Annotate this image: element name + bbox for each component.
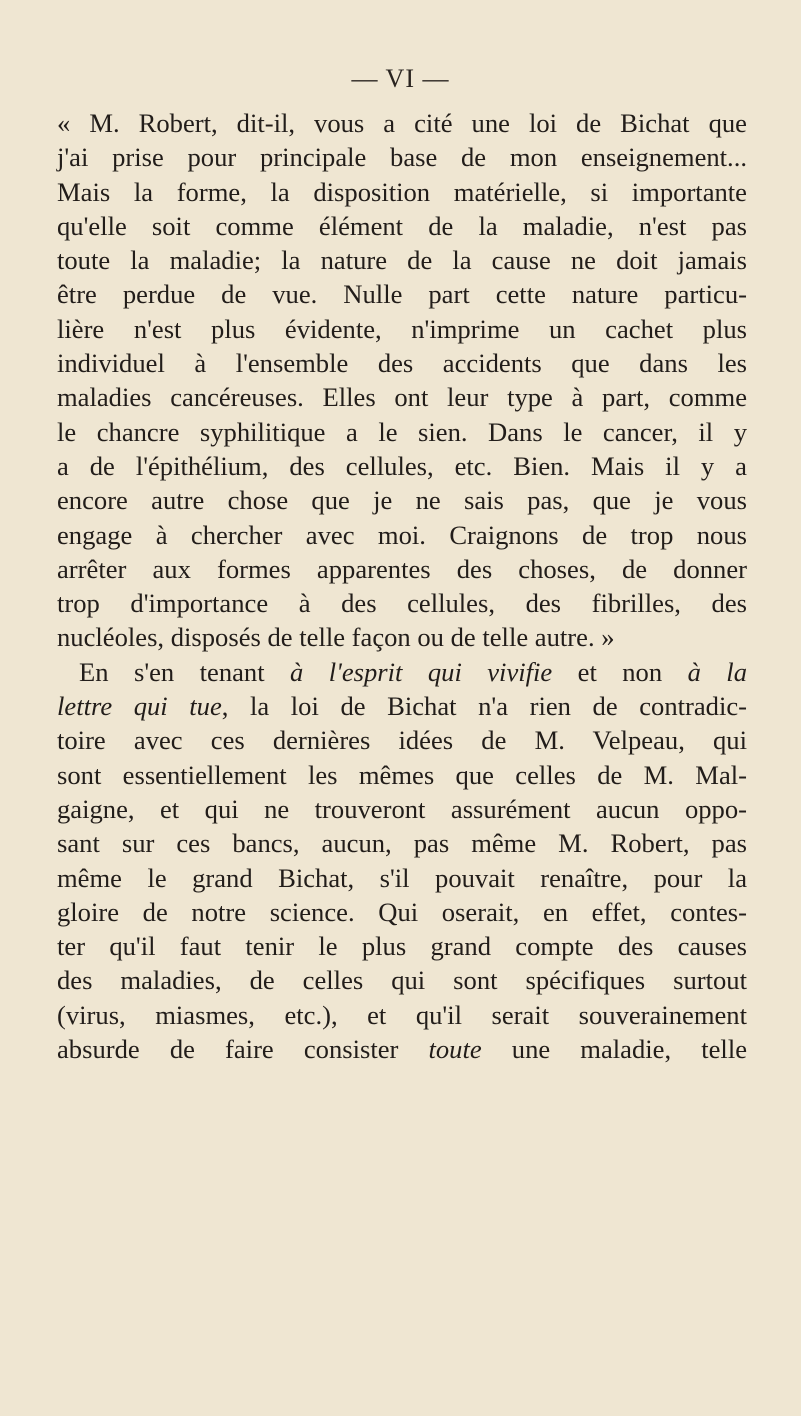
text-line: sont essentiellement les mêmes que celles de M. Mal- bbox=[57, 759, 747, 790]
text-line: être perdue de vue. Nulle part cette nature particu- bbox=[57, 279, 747, 310]
text-line: sant sur ces bancs, aucun, pas même M. Robert, pas bbox=[57, 828, 747, 859]
italic-text-run: toute bbox=[428, 1034, 482, 1065]
text-line: le chancre syphilitique a le sien. Dans le cancer, il y bbox=[57, 416, 747, 447]
text-line: trop d'importance à des cellules, des fibrilles, des bbox=[57, 588, 747, 619]
body-text bbox=[57, 106, 747, 1066]
text-line: engage à chercher avec moi. Craignons de trop nous bbox=[57, 519, 747, 550]
italic-text-run: à la bbox=[687, 656, 747, 687]
text-run: et non bbox=[552, 656, 688, 687]
text-line: toire avec ces dernières idées de M. Velpeau, qui bbox=[57, 725, 747, 756]
text-run: , la loi de Bichat n'a rien de contradic- bbox=[221, 691, 748, 722]
text-line: (virus, miasmes, etc.), et qu'il serait souverainement bbox=[57, 999, 747, 1030]
text-line: encore autre chose que je ne sais pas, que je vous bbox=[57, 485, 747, 516]
text-line-paragraph-end: nucléoles, disposés de telle façon ou de telle autre. » bbox=[57, 622, 615, 653]
text-line: toute la maladie; la nature de la cause ne doit jamais bbox=[57, 245, 747, 276]
text-line: gloire de notre science. Qui oserait, en effet, contes- bbox=[57, 896, 747, 927]
text-line: Mais la forme, la disposition matérielle, si importante bbox=[57, 176, 747, 207]
italic-text-run: lettre qui tue bbox=[57, 691, 222, 722]
text-line: j'ai prise pour principale base de mon enseignement... bbox=[57, 142, 747, 173]
text-line: arrêter aux formes apparentes des choses, de donner bbox=[57, 553, 747, 584]
text-line: a de l'épithélium, des cellules, etc. Bien. Mais il y a bbox=[57, 450, 747, 481]
italic-text-run: à l'esprit qui vivifie bbox=[290, 656, 553, 687]
text-line: ter qu'il faut tenir le plus grand compte des causes bbox=[57, 931, 747, 962]
page-number-heading: — VI — bbox=[351, 64, 450, 93]
text-line: maladies cancéreuses. Elles ont leur type à part, comme bbox=[57, 382, 747, 413]
text-line: même le grand Bichat, s'il pouvait renaître, pour la bbox=[57, 862, 747, 893]
text-run: absurde de faire consister bbox=[57, 1034, 429, 1065]
text-line: lière n'est plus évidente, n'imprime un cachet plus bbox=[57, 313, 747, 344]
text-line bbox=[57, 689, 747, 723]
text-line-paragraph-start bbox=[57, 655, 747, 689]
text-line: des maladies, de celles qui sont spécifiques surtout bbox=[57, 965, 747, 996]
text-line: qu'elle soit comme élément de la maladie, n'est pas bbox=[57, 210, 747, 241]
text-line: « M. Robert, dit-il, vous a cité une loi de Bichat que bbox=[57, 108, 747, 138]
text-run: En s'en tenant bbox=[79, 656, 291, 687]
text-line: gaigne, et qui ne trouveront assurément aucun oppo- bbox=[57, 793, 747, 824]
text-line bbox=[57, 1032, 747, 1066]
text-line: individuel à l'ensemble des accidents que dans les bbox=[57, 348, 747, 379]
text-run: une maladie, telle bbox=[481, 1034, 748, 1065]
